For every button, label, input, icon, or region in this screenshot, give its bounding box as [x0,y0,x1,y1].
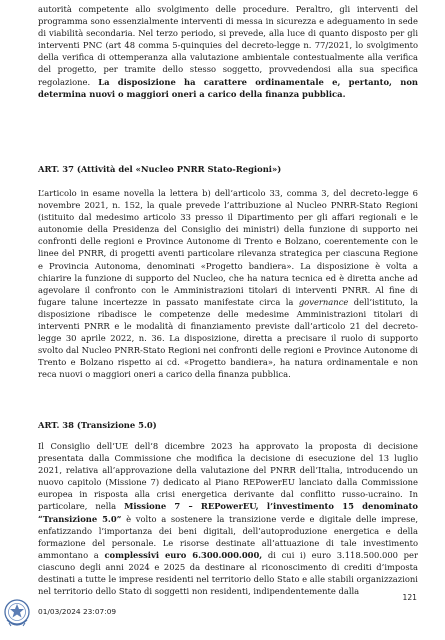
page-number: 121 [402,593,417,602]
paragraph-art37 [38,187,418,381]
text-run: dell’istituto, la disposizione ribadisce le competenze delle medesime Amministrazioni titolari di interventi PNRR e le modalità di finanziamento previste dall’articolo 21 del decreto-legge 30 aprile 2022, n. 36. La disposizione, diretta a precisare il ruolo di supporto svolto dal Nucleo PNRR-Stato Regioni nei confronti delle regioni e Province Autonome di Trento e Bolzano rispetto ai cd. «Progetto bandiera», ha natura ordinamentale e non reca nuovi o maggiori oneri a carico della finanza pubblica. [38,296,419,380]
text-run: autorità competente allo svolgimento delle procedure. Peraltro, gli interventi del programma sono essenzialmente interventi di messa in sicurezza e adeguamento in sede di viabilità secondaria. Nel terzo periodo, si prevede, alla luce di quanto disposto per gli interventi PNC (art 48 comma 5-quinquies del decreto-legge n. 77/2021, lo svolgimento della verifica di ottemperanza alla valutazione ambientale contestualmente alla verifica del progetto, per tramite dello stesso soggetto, provvedendosi alla sua specifica regolazione. [38,4,418,87]
text-run: di cui i) euro 3.118.500.000 per ciascuno degli anni 2024 e 2025 da destinare al riconoscimento di crediti d’imposta destinati a tutte le imprese residenti nel territorio dello Stato e alle stabili organizzazioni nel territorio dello Stato di soggetti non residenti, indipendentemente dalla [38,549,418,597]
republic-seal-icon [2,596,32,632]
text-run: L’articolo in esame novella la lettera b) dell’articolo 33, comma 3, del decreto-legge 6 novembre 2021, n. 152, la quale prevede l’attribuzione al Nucleo PNRR-Stato Regioni (istituito dal medesimo articolo 33 presso il Dipartimento per gli affari regionali e le autonomie della Presidenza del Consiglio dei ministri) della funzione di supporto nei confronti delle regioni e Province Autonome di Trento e Bolzano, coerentemente con le linee del PNRR, di progetti aventi particolare rilevanza strategica per ciascuna Regione e Provincia Autonoma, denominati «Progetto bandiera». La disposizione è volta a chiarire la funzione di supporto del Nucleo, che ha natura tecnica ed è diretta anche ad agevolare il confronto con le Amministrazioni titolari di interventi PNRR. Al fine di fugare talune incertezze in passato manifestate circa la [38,188,418,307]
bold-text: Missione 7 – REPowerEU, l’investimento 15 denominato “Transizione 5.0” [38,501,419,524]
paragraph-art36-end [38,3,418,100]
italic-text: governance [298,296,349,307]
text-run: è volto a sostenere la transizione verde e digitale delle imprese, enfatizzando l’importanza dei beni digitali, dell’autoproduzione energetica e della formazione del personale. Le risorse destinate all’attuazione di tale investimento ammontano a [38,513,418,560]
paragraph-art38 [38,440,418,597]
heading-art37: ART. 37 (Attività del «Nucleo PNRR Stato-Regioni») [38,164,282,174]
text-run: Il Consiglio dell’UE dell’8 dicembre 2023 ha approvato la proposta di decisione presentata dalla Commissione che modifica la decisione di esecuzione del 13 luglio 2021, relativa all’approvazione della valutazione del PNRR dell’Italia, introducendo un nuovo capitolo (Missione 7) dedicato al Piano REPowerEU lanciato dalla Commissione europea in risposta alla crisi energetica derivante dal conflitto russo-ucraino. In particolare, nella [38,441,418,512]
bold-text: complessivi euro 6.300.000.000, [104,549,263,560]
heading-art38: ART. 38 (Transizione 5.0) [38,420,157,430]
bold-text: La disposizione ha carattere ordinamentale e, pertanto, non determina nuovi o maggiori oneri a carico della finanza pubblica. [38,76,418,99]
footer-timestamp: 01/03/2024 23:07:09 [38,607,117,616]
